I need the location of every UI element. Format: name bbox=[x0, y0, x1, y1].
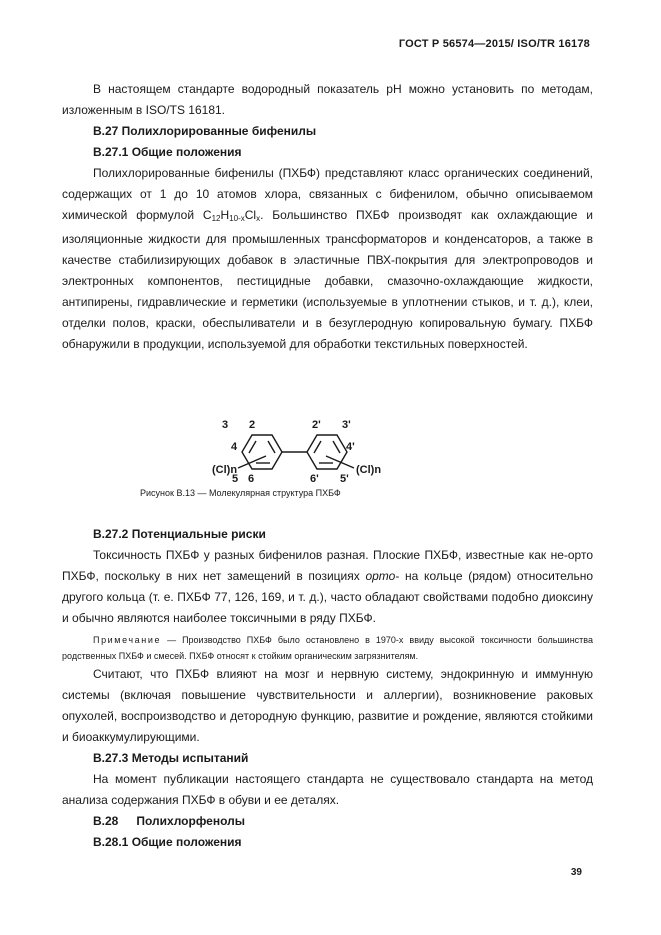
label-pos4: 4 bbox=[231, 441, 238, 453]
subsection-heading-b27-1: В.27.1 Общие положения bbox=[93, 145, 242, 159]
label-cl-left: (Cl)n bbox=[212, 464, 238, 476]
formula-h-sub: 10-x bbox=[229, 214, 245, 223]
note-label: Примечание bbox=[93, 635, 162, 645]
effects-paragraph: Считают, что ПХБФ влияют на мозг и нервную систему, эндокринную и иммунную системы (включая повышение чувствительности и аллергии), возникновение раковых опухолей, воспроизводство и детородную функцию, развитие и рождение, являются стойкими и биоаккумулирующими. bbox=[62, 667, 593, 744]
right-chlorine-bond bbox=[326, 456, 354, 468]
figure-caption: Рисунок В.13 — Молекулярная структура ПХБФ bbox=[140, 488, 341, 498]
left-ring-double-bond-1 bbox=[268, 441, 275, 453]
b28-title: Полихлорфенолы bbox=[136, 814, 245, 828]
risks-text-end: - на кольце (рядом) относительно другого кольца (т. е. ПХБФ 77, 126, 169, и т. д.), часто обладают свойствами подобно диоксину и обычно являются наиболее токсичными в ряду ПХБФ. bbox=[62, 569, 593, 625]
formula-cl: Cl bbox=[244, 208, 257, 222]
label-pos4-prime: 4' bbox=[346, 441, 355, 453]
pcb-general-text-start: Полихлорированные бифенилы (ПХБФ) представляют класс органических соединений, содержащих от 1 до 10 атомов хлора, связанных с бифенилом, обычно описываемом химической формулой bbox=[62, 166, 593, 222]
formula-c: C bbox=[202, 208, 212, 222]
biphenyl-structure-figure bbox=[200, 411, 410, 491]
label-pos3-prime: 3' bbox=[342, 419, 351, 431]
label-pos5-prime: 5' bbox=[340, 473, 349, 485]
right-benzene-ring bbox=[307, 435, 347, 469]
label-pos2-prime: 2' bbox=[312, 419, 321, 431]
label-pos6-prime: 6' bbox=[310, 473, 319, 485]
page-number: 39 bbox=[570, 867, 582, 878]
section-heading-b27: В.27 Полихлорированные бифенилы bbox=[93, 124, 317, 138]
right-ring-double-bond-3 bbox=[333, 441, 340, 453]
methods-paragraph: На момент публикации настоящего стандарта не существовало стандарта на метод анализа содержания ПХБФ в обуви и ее деталях. bbox=[62, 772, 593, 807]
formula-c-sub: 12 bbox=[211, 214, 221, 223]
formula-h: H bbox=[220, 208, 230, 222]
risks-italic-term: орто bbox=[365, 569, 396, 583]
label-pos5: 5 bbox=[232, 473, 239, 485]
ph-paragraph: В настоящем стандарте водородный показатель pH можно установить по методам, изложенным в ISO/TS 16181. bbox=[62, 82, 593, 117]
label-pos3: 3 bbox=[222, 419, 229, 431]
risks-paragraph bbox=[62, 545, 593, 629]
label-pos2: 2 bbox=[249, 419, 256, 431]
chemical-formula bbox=[203, 208, 260, 222]
b28-number: В.28 bbox=[93, 814, 119, 828]
pcb-general-text-end: . Большинство ПХБФ производят как охлаждающие и изоляционные жидкости для промышленных трансформаторов и конденсаторов, а также в качестве стабилизирующих добавок в эластичные ПВХ-покрытия для электропроводов и электронных компонентов, пестицидные добавки, смазочно-охлаждающие жидкости, антипирены, гидравлические и герметики (используемые в уплотнении стыков, и т. д.), клеи, отделки полов, краски, обеспыливатели и в безуглеродную копировальную бумагу. ПХБФ обнаружили в продукции, используемой для обработки текстильных поверхностей. bbox=[62, 208, 593, 351]
pcb-general-paragraph bbox=[62, 163, 593, 355]
text-block-top bbox=[62, 79, 593, 355]
left-chlorine-bond bbox=[238, 456, 266, 468]
label-pos6: 6 bbox=[248, 473, 255, 485]
text-block-bottom bbox=[62, 664, 593, 853]
subsection-heading-b27-3: В.27.3 Методы испытаний bbox=[93, 751, 249, 765]
note-block bbox=[62, 632, 593, 664]
risks-text-start: Токсичность ПХБФ у разных бифенилов разная. Плоские ПХБФ, известные как не-орто ПХБФ, поскольку в них нет замещений в позициях bbox=[62, 548, 593, 583]
formula-cl-sub: x bbox=[256, 214, 261, 223]
subsection-heading-b27-2: В.27.2 Потенциальные риски bbox=[93, 527, 266, 541]
text-block-risks bbox=[62, 524, 593, 629]
left-ring-double-bond-3 bbox=[249, 441, 256, 453]
note-text: — Производство ПХБФ было остановлено в 1970-х ввиду высокой токсичности большинства родственных ПХБФ и смесей. ПХБФ относят к стойким органическим загрязнителям. bbox=[62, 635, 593, 661]
section-heading-b28 bbox=[93, 811, 593, 832]
right-ring-double-bond-1 bbox=[314, 441, 321, 453]
standard-header: ГОСТ Р 56574—2015/ ISO/TR 16178 bbox=[398, 38, 590, 50]
label-cl-right: (Cl)n bbox=[356, 464, 382, 476]
subsection-heading-b28-1: В.28.1 Общие положения bbox=[93, 835, 242, 849]
